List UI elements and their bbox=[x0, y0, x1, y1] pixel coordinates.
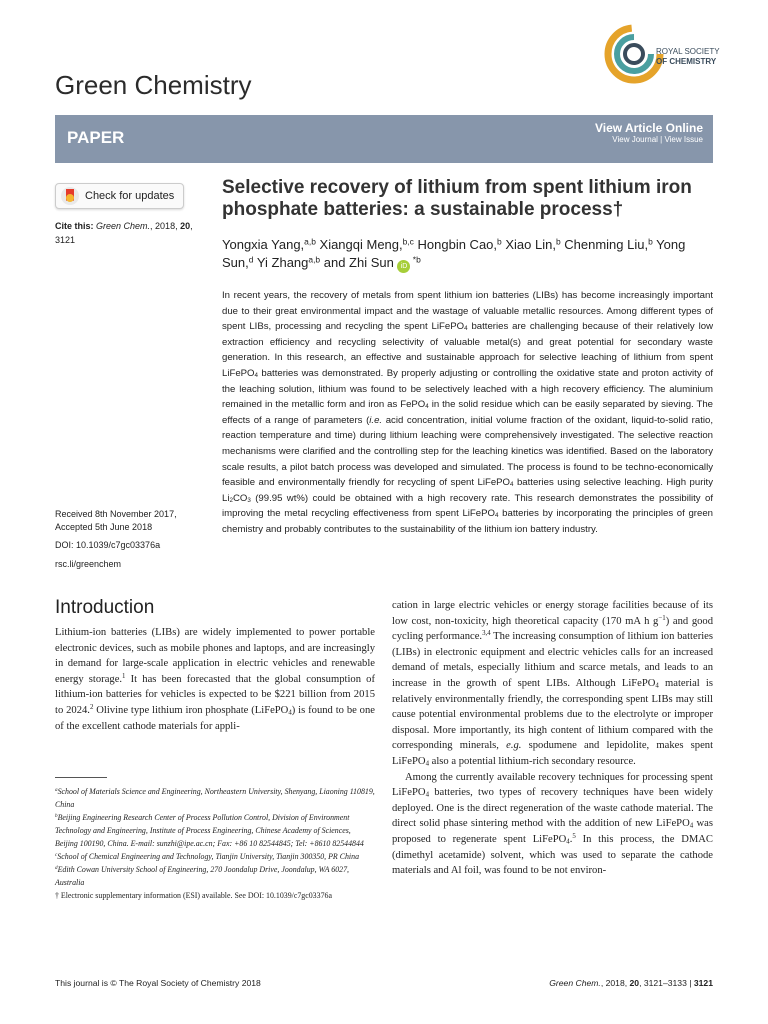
bold-text: 20 bbox=[180, 221, 191, 231]
orcid-icon[interactable]: iD bbox=[397, 260, 410, 273]
italic-text: i.e. bbox=[369, 414, 383, 426]
received-date: Received 8th November 2017, bbox=[55, 509, 177, 519]
superscript: b bbox=[648, 236, 653, 247]
article-title: Selective recovery of lithium from spent lithium iron phosphate batteries: a sustainable process† bbox=[222, 177, 692, 220]
subscript: 4 bbox=[425, 791, 429, 799]
bold-text: Cite this: bbox=[55, 221, 97, 231]
superscript: b,c bbox=[402, 236, 414, 247]
subscript: 4 bbox=[288, 709, 292, 717]
logo-line2: OF CHEMISTRY bbox=[656, 57, 717, 66]
article-type-bar bbox=[55, 115, 713, 163]
right-column bbox=[392, 598, 713, 879]
logo-ring-inner bbox=[625, 45, 643, 63]
logo-ring-mid bbox=[617, 37, 651, 71]
superscript: 5 bbox=[572, 833, 576, 841]
check-for-updates-button[interactable] bbox=[55, 183, 184, 209]
intro-paragraph-2: Among the currently available recovery techniques for processing spent LiFePO$_4$ batteries, two types of recovery techniques have been widely deployed. One is the direct regeneration of the waste cathode material. The direct solid phase sintering method with the addition of new LiFePO$_4$ was proposed to regenerate spent LiFePO$_4$.$^5$ In this process, the DMAC (dimethyl acetamide) solvent, which was used to separate the cathode materials and Al foil, was found to be not environ- bbox=[392, 771, 713, 877]
view-journal-issue-links[interactable]: View Journal | View Issue bbox=[612, 135, 703, 144]
superscript: 3,4 bbox=[482, 630, 491, 638]
italic-text: e.g. bbox=[506, 740, 522, 752]
view-links bbox=[595, 121, 703, 144]
page-info: Green Chem., 2018, 20, 3121–3133 | 3121 bbox=[549, 978, 713, 988]
crossmark-icon bbox=[59, 185, 81, 207]
footer-journal: Green Chem. bbox=[549, 978, 601, 988]
subscript: 4 bbox=[655, 682, 659, 690]
citation: Cite this: Green Chem., 2018, 20, 3121 bbox=[55, 221, 193, 245]
dates bbox=[55, 508, 205, 534]
superscript: 2 bbox=[89, 704, 94, 712]
subscript: 4 bbox=[425, 760, 429, 768]
journal-link[interactable]: rsc.li/greenchem bbox=[55, 559, 122, 569]
footnote-4: $^d$Edith Cowan University School of Engineering, 270 Joondalup Drive, Joondalup, WA 6027, Australia bbox=[55, 865, 350, 887]
footer-pages: , 3121–3133 bbox=[639, 978, 687, 988]
subscript: 4 bbox=[566, 838, 570, 846]
footnote-3: $^c$School of Chemical Engineering and Technology, Tianjin University, Tianjin 300350, PR China bbox=[55, 852, 360, 861]
superscript: −1 bbox=[658, 614, 666, 622]
authors: Yongxia Yang,$^{a,b}$ Xiangqi Meng,$^{b,c}$ Hongbin Cao,$^b$ Xiao Lin,$^b$ Chenming Liu,$^b$ Yong Sun,$^d$ Yi Zhang$^{a,b}$ and Zhi Sun iD $^{*b}$ bbox=[222, 236, 713, 273]
doi[interactable]: DOI: 10.1039/c7gc03376a bbox=[55, 540, 161, 550]
subscript: 4 bbox=[495, 512, 499, 520]
view-article-online-link[interactable]: View Article Online bbox=[594, 121, 703, 135]
footnotes bbox=[55, 785, 375, 902]
subscript: 2 bbox=[229, 496, 233, 504]
superscript: a,b bbox=[308, 254, 321, 265]
subscript: 4 bbox=[464, 325, 468, 333]
article-type: PAPER bbox=[67, 128, 125, 147]
accepted-date: Accepted 5th June 2018 bbox=[55, 522, 153, 532]
superscript: a bbox=[55, 787, 58, 794]
subscript: 4 bbox=[425, 403, 429, 411]
subscript: 4 bbox=[689, 822, 694, 830]
abstract: In recent years, the recovery of metals from spent lithium ion batteries (LIBs) has become increasingly important due to their great environmental impact and the wastage of valuable metallic resources. Among different types of spent LIBs, processing and recycling the spent LiFePO$_4$ batteries are challenging because of their relatively low extraction efficiency and recycling selectivity of valuable metal(s) and great potential for secondary waste generation. In this research, an effective and sustainable approach for selective leaching of lithium from spent LiFePO$_4$ batteries was demonstrated. By properly adjusting or controlling the oxidative state and proton activity of the leaching solution, lithium was found to be selectively leached with a high recovery efficiency. The aluminium remained in the metallic form and iron as FePO$_4$ in the solid residue which can be easily separated by sieving. The effects of a range of parameters (i.e. acid concentration, initial volume fraction of the oxidant, liquid-to-solid ratio, reaction temperature and time) during lithium leaching were comprehensively investigated. The selective reaction mechanisms were clarified and the controlling step for the leaching kinetics was identified. Based on the laboratory scale results, a pilot batch process was developed and simulated. The process is found to be techno-economically feasible and environmentally friendly for recycling of spent LiFePO$_4$ batteries using selective leaching. High purity $Li_2CO_3$ (99.95 wt%) could be obtained with a high recovery rate. This research demonstrates the possibility of improving the metal recycling effectiveness from spent LiFePO$_4$ batteries by incorporating the principles of green chemistry and probably contributes to the sustainability of the lithium ion battery industry. bbox=[222, 290, 714, 535]
page-footer bbox=[55, 978, 713, 988]
intro-heading: Introduction bbox=[55, 597, 155, 618]
rsc-logo[interactable] bbox=[604, 14, 720, 94]
superscript: 1 bbox=[122, 673, 126, 680]
subscript: 4 bbox=[254, 372, 258, 380]
intro-paragraph-1-cont: cation in large electric vehicles or energy storage facilities because of its low cost, non-toxicity, high theoretical capacity (170 mA h $g^{-1}$) and good cycling performance.$^{3,4}$ The increasing consumption of lithium ion batteries (LIBs) in electronic equipment and electric vehicles calls for an increased demand of metals, especially lithium and scarce metals, and leads to an increase in the growth of spent LIBs. Although LiFePO$_4$ material is relatively environmentally friendly, the corresponding spent LIBs may still cause potential environmental problems due to the electrolyte or improper disposal. More importantly, its high content of lithium compared with the corresponding minerals, e.g. spodumene and lepidolite, makes spent LiFePO$_4$ also a potential lithium-rich secondary resource. bbox=[392, 600, 714, 768]
footnote-5: † Electronic supplementary information (ESI) available. See DOI: 10.1039/c7gc03376a bbox=[55, 891, 332, 900]
superscript: b bbox=[497, 236, 502, 247]
footnote-1: $^a$School of Materials Science and Engineering, Northeastern University, Shenyang, Liaoning 110819, China bbox=[55, 787, 375, 809]
check-for-updates-label: Check for updates bbox=[85, 190, 175, 202]
journal-title: Green Chemistry bbox=[55, 70, 252, 100]
superscript: a,b bbox=[304, 236, 316, 247]
subscript: 3 bbox=[247, 496, 251, 504]
subscript: 4 bbox=[510, 481, 514, 489]
page-number: 3121 bbox=[693, 978, 713, 988]
footer-year: , 2018, bbox=[600, 978, 630, 988]
superscript: c bbox=[55, 852, 58, 859]
italic-text: Green Chem. bbox=[96, 221, 151, 231]
logo-line1: ROYAL SOCIETY bbox=[656, 47, 720, 56]
intro-paragraph-1: Lithium-ion batteries (LIBs) are widely implemented to power portable electronic devices, such as mobile phones and laptops, and are increasingly in demand for large-scale application in electric vehicles and renewable energy storage.$^1$ It has been forecasted that the global consumption of lithium-ion batteries for vehicles is expected to be $221 billion from 2015 to 2024.$^2$ Olivine type lithium iron phosphate (LiFePO$_4$) is found to be one of the excellent cathode materials for appli- bbox=[55, 627, 375, 732]
copyright: This journal is © The Royal Society of Chemistry 2018 bbox=[55, 978, 261, 988]
superscript: d bbox=[248, 254, 254, 265]
footnote-2: $^b$Beijing Engineering Research Center of Process Pollution Control, Division of Environment Technology and Engineering, Institute of Process Engineering, Chinese Academy of Sciences, Beijing 100190, China. E-mail: sunzhi@ipe.ac.cn; Fax: +86 10 82544845; Tel: +8610 82544844 bbox=[55, 813, 364, 848]
superscript: b bbox=[555, 236, 561, 247]
footer-volume: 20 bbox=[629, 978, 640, 988]
superscript: *b bbox=[410, 254, 421, 265]
superscript: b bbox=[55, 813, 58, 820]
footnote-rule bbox=[55, 777, 107, 778]
superscript: d bbox=[55, 865, 58, 872]
